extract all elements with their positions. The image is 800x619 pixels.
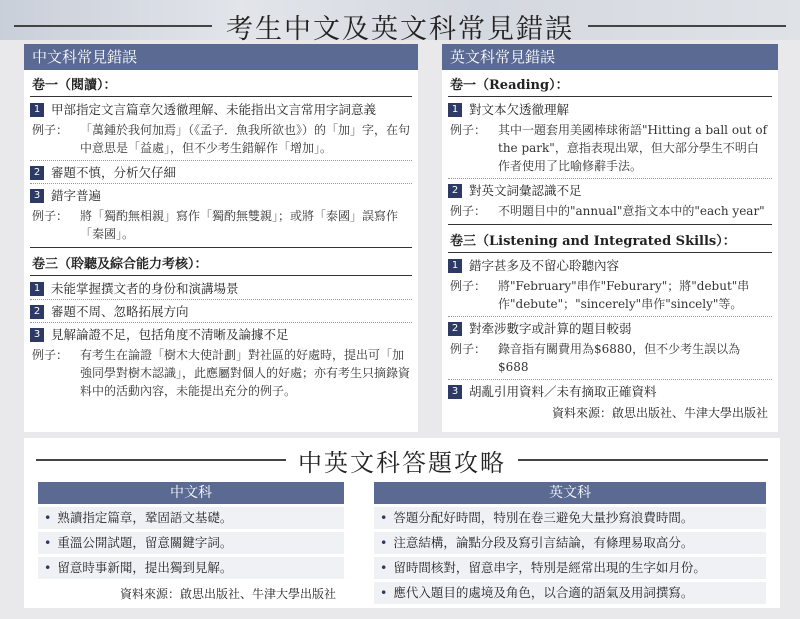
english-p1-item-2 (442, 179, 778, 201)
tip-item (374, 557, 766, 579)
number-badge: 2 (448, 322, 462, 336)
tip-text: 留時間核對，留意串字，特別是經常出現的生字如月份。 (393, 560, 706, 575)
chinese-p3-item-1 (24, 277, 418, 299)
number-badge: 3 (30, 189, 44, 203)
example-body: 有考生在論證「樹木大使計劃」對社區的好處時，提出可「加強同學對樹木認識」，此應屬對個人的好處；亦有考生只摘錄資料中的活動內容，未能提出充分的例子。 (80, 348, 411, 398)
number-badge: 2 (30, 166, 44, 180)
number-badge: 1 (448, 103, 462, 117)
tip-text: 注意結構，論點分段及寫引言結論，有條理易取高分。 (393, 535, 694, 550)
bullet-icon: • (44, 510, 52, 525)
chinese-p1-item-2 (24, 161, 418, 183)
title-rule-right (518, 459, 768, 461)
divider (30, 275, 412, 276)
example-label: 例子： (32, 348, 69, 362)
example-label: 例子： (450, 123, 487, 137)
english-strategy-header: 英文科 (374, 482, 766, 504)
tip-text: 熟讀指定篇章，鞏固語文基礎。 (57, 510, 233, 525)
number-badge: 3 (30, 328, 44, 342)
item-text: 胡亂引用資料／未有摘取正確資料 (469, 384, 657, 399)
bullet-icon: • (380, 510, 388, 525)
english-p3-item-3 (442, 380, 778, 402)
example-label: 例子： (32, 123, 69, 137)
tip-text: 應代入題目的處境及角色，以合適的語氣及用詞撰寫。 (393, 585, 694, 600)
bullet-icon: • (380, 535, 388, 550)
example-label: 例子： (450, 279, 487, 293)
tip-text: 答題分配好時間，特別在卷三避免大量抄寫浪費時間。 (393, 510, 694, 525)
strategy-title-bar (24, 444, 780, 476)
chinese-p1-item-3 (24, 184, 418, 206)
strategy-panel (24, 438, 780, 608)
chinese-p3-item-3 (24, 323, 418, 345)
bullet-icon: • (44, 560, 52, 575)
example-label: 例子： (450, 204, 487, 218)
item-text: 錯字普遍 (51, 188, 102, 203)
chinese-paper3-heading: 卷三（聆聽及綜合能力考核）： (32, 257, 208, 272)
divider (30, 247, 412, 248)
english-p3-item-1 (442, 254, 778, 276)
example (24, 120, 418, 160)
english-paper1-heading: 卷一（Reading）： (450, 78, 569, 93)
number-badge: 1 (30, 282, 44, 296)
tip-item (374, 582, 766, 604)
source-credit: 資料來源：啟思出版社、牛津大學出版社 (551, 406, 768, 420)
tip-text: 留意時事新聞，提出獨到見解。 (57, 560, 233, 575)
example (442, 276, 778, 316)
number-badge: 2 (30, 305, 44, 319)
number-badge: 1 (448, 259, 462, 273)
item-text: 對英文詞彙認識不足 (469, 183, 582, 198)
bullet-icon: • (44, 535, 52, 550)
example-label: 例子： (32, 209, 69, 223)
item-text: 未能掌握撰文者的身份和演講場景 (51, 281, 239, 296)
item-text: 見解論證不足，包括角度不清晰及論據不足 (51, 327, 289, 342)
number-badge: 3 (448, 385, 462, 399)
tip-item (38, 532, 344, 554)
example-body: 將「獨酌無相親」寫作「獨酌無雙親」；或將「泰國」誤寫作「秦國」。 (80, 209, 399, 241)
item-text: 對文本欠透徹理解 (469, 102, 570, 117)
chinese-strategy-header: 中文科 (38, 482, 344, 504)
tip-item (38, 507, 344, 529)
divider (448, 96, 772, 97)
example-body: 錄音指有關費用為$6880，但不少考生誤以為$688 (498, 342, 741, 374)
divider (448, 224, 772, 225)
title-rule-right (588, 25, 786, 27)
item-text: 對牽涉數字或計算的題目較弱 (469, 321, 632, 336)
english-errors-header: 英文科常見錯誤 (442, 44, 778, 70)
english-p1-item-1 (442, 98, 778, 120)
divider (30, 96, 412, 97)
english-errors-panel (442, 44, 778, 432)
divider (448, 252, 772, 253)
chinese-strategy-column (38, 482, 344, 602)
strategy-title: 中英文科答題攻略 (298, 448, 506, 477)
example (24, 345, 418, 403)
tip-text: 重溫公開試題，留意關鍵字詞。 (57, 535, 233, 550)
main-title-bar (0, 8, 800, 44)
english-p3-item-2 (442, 317, 778, 339)
tip-item (374, 507, 766, 529)
chinese-p1-item-1 (24, 98, 418, 120)
item-text: 甲部指定文言篇章欠透徹理解、未能指出文言常用字詞意義 (51, 102, 377, 117)
item-text: 錯字甚多及不留心聆聽內容 (469, 258, 620, 273)
example-body: 其中一題套用美國棒球術語"Hitting a ball out of the park"，意指表現出眾，但大部分學生不明白作者使用了比喻修辭手法。 (498, 123, 768, 173)
example-body: 將"February"串作"Feburary"；將"debut"串作"debute"；"sincerely"串作"sincely"等。 (498, 279, 750, 311)
bullet-icon: • (380, 560, 388, 575)
example (442, 339, 778, 379)
tip-item (374, 532, 766, 554)
example (24, 206, 418, 246)
english-paper3-heading: 卷三（Listening and Integrated Skills）： (450, 234, 736, 249)
example (442, 201, 778, 223)
bullet-icon: • (380, 585, 388, 600)
main-title: 考生中文及英文科常見錯誤 (226, 13, 574, 45)
example-label: 例子： (450, 342, 487, 356)
source-credit: 資料來源：啟思出版社、牛津大學出版社 (119, 587, 336, 601)
item-text: 審題不慎，分析欠仔細 (51, 165, 177, 180)
example (442, 120, 778, 178)
example-body: 「萬鍾於我何加焉」（《孟子．魚我所欲也》）的「加」字，在句中意思是「益處」，但不少考生錯解作「增加」。 (80, 123, 411, 155)
chinese-paper1-heading: 卷一（閱讀）： (32, 78, 117, 93)
number-badge: 1 (30, 103, 44, 117)
title-rule-left (36, 459, 286, 461)
english-strategy-column (374, 482, 766, 604)
number-badge: 2 (448, 184, 462, 198)
item-text: 審題不周、忽略拓展方向 (51, 304, 189, 319)
chinese-p3-item-2 (24, 300, 418, 322)
title-rule-left (14, 25, 212, 27)
chinese-errors-panel (24, 44, 418, 432)
tip-item (38, 557, 344, 579)
chinese-errors-header: 中文科常見錯誤 (24, 44, 418, 70)
example-body: 不明題目中的"annual"意指文本中的"each year" (498, 204, 765, 218)
